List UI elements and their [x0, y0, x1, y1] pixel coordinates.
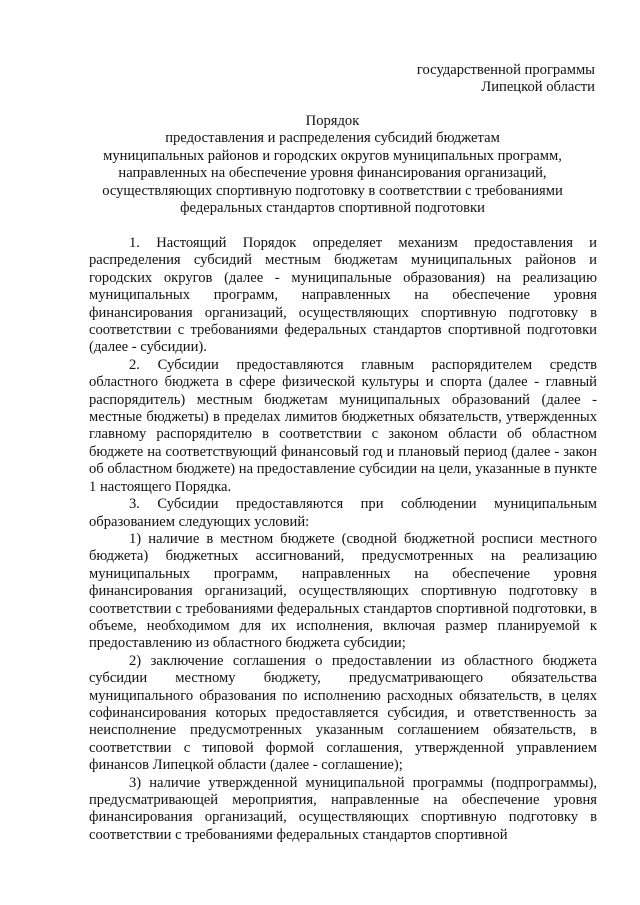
title-heading: Порядок [305, 113, 360, 129]
paragraph-3-item-1: 1) наличие в местном бюджете (сводной бюджетной росписи местного бюджета) бюджетных ассигнований, предусмотренных на реализацию муниципальных программ, направленных на обеспечение уровня финансирования организаций, осуществляющих спортивную подготовку в соответствии с требованиями федеральных стандартов спортивной подготовки, в объеме, необходимом для их исполнения, включая размер планируемой к предоставлению из областного бюджета субсидии; [89, 530, 597, 652]
paragraph-2: 2. Субсидии предоставляются главным распорядителем средств областного бюджета в сфере физической культуры и спорта (далее - главный распорядитель) местным бюджетам муниципальных образований (далее - местные бюджеты) в пределах лимитов бюджетных обязательств, утвержденных главному распорядителю в соответствии с законом области об областном бюджете на соответствующий финансовый год и плановый период (далее - закон об областном бюджете) на предоставление субсидии на цели, указанные в пункте 1 настоящего Порядка. [89, 356, 597, 495]
paragraph-3-item-2: 2) заключение соглашения о предоставлении из областного бюджета субсидии местному бюджету, предусматривающего обязательства муниципального образования по исполнению расходных обязательств, в целях софинансирования которых предоставляется субсидия, и ответственность за неисполнение предусмотренных указанным соглашением обязательств, в соответствии с типовой формой соглашения, утвержденной управлением финансов Липецкой области (далее - соглашение); [89, 652, 597, 774]
header-line-1: государственной программы [416, 62, 595, 78]
title-line-1: предоставления и распределения субсидий бюджетам [165, 130, 500, 147]
title-line-2: муниципальных районов и городских округов муниципальных программ, [103, 147, 562, 164]
header-line-2: Липецкой области [481, 79, 595, 96]
document-title [80, 113, 585, 217]
paragraph-1: 1. Настоящий Порядок определяет механизм предоставления и распределения субсидий местным бюджетам муниципальных районов и городских округов (далее - муниципальные образования) на реализацию муниципальных программ, направленных на обеспечение уровня финансирования организаций, осуществляющих спортивную подготовку в соответствии с требованиями федеральных стандартов спортивной подготовки (далее - субсидии). [89, 235, 597, 356]
paragraph-3-item-3: 3) наличие утвержденной муниципальной программы (подпрограммы), предусматривающей мероприятия, направленные на обеспечение уровня финансирования организаций, осуществляющих спортивную подготовку в соответствии с требованиями федеральных стандартов спортивной [89, 774, 597, 843]
title-line-3: направленных на обеспечение уровня финансирования организаций, [118, 165, 547, 182]
document-body [89, 235, 597, 844]
paragraph-3: 3. Субсидии предоставляются при соблюдении муниципальным образованием следующих условий: [89, 496, 597, 530]
approval-header [417, 62, 595, 97]
title-line-4: осуществляющих спортивную подготовку в соответствии с требованиями [102, 182, 563, 199]
title-line-5: федеральных стандартов спортивной подготовки [180, 200, 485, 217]
